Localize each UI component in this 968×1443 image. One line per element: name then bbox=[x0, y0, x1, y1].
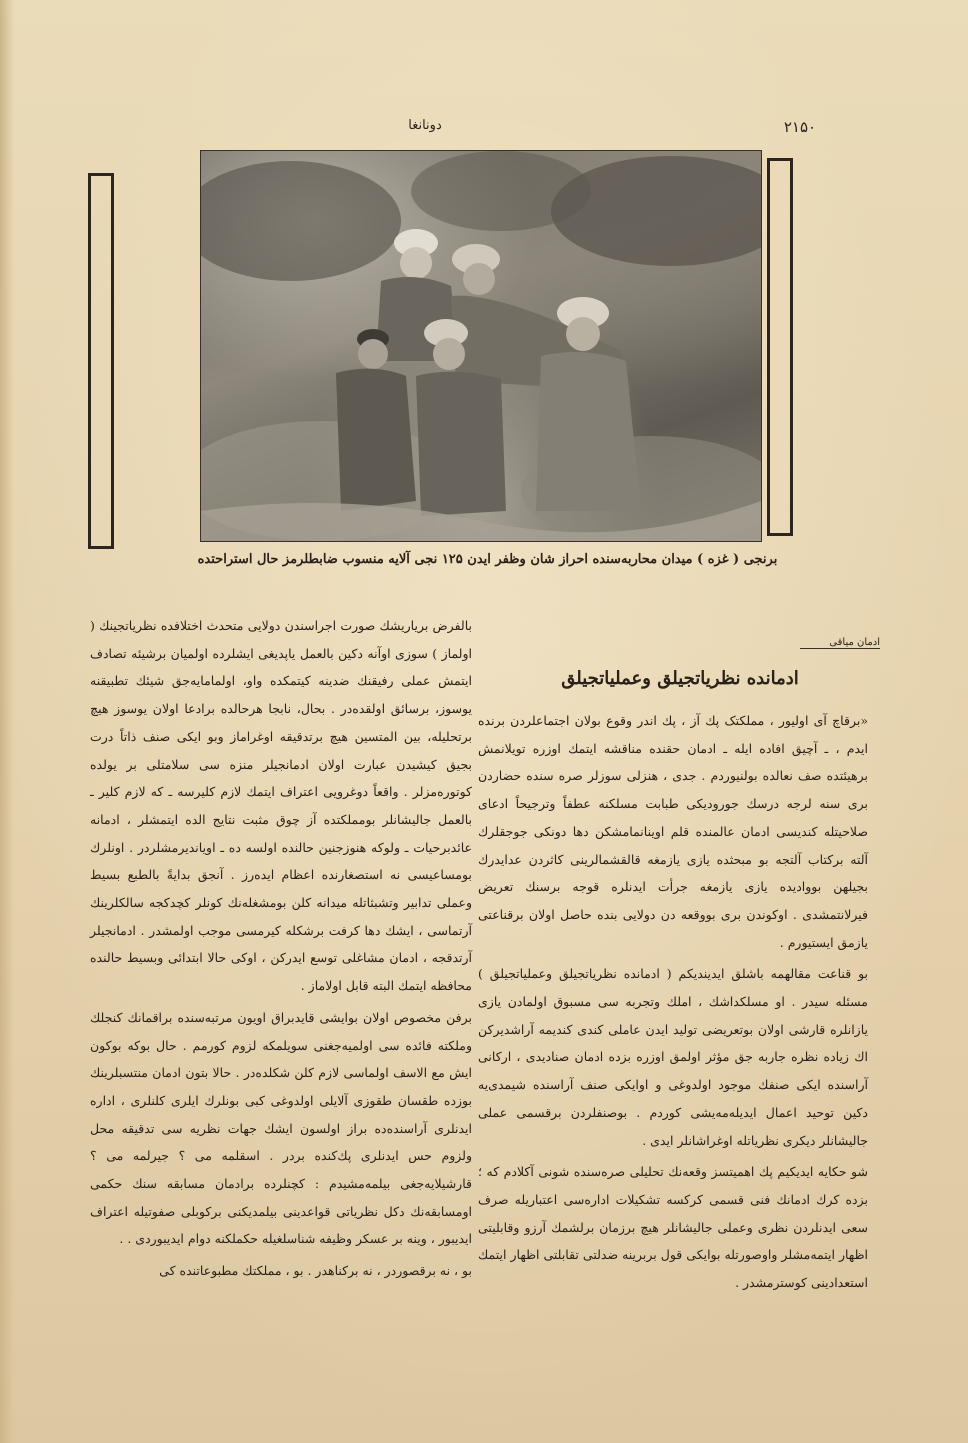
article-paragraph: برفن مخصوص اولان بوایشی قایدبراق اویون مرتبه‌سنده براقمانك کنجلك وملکته فائده سی اولمیه‌جغنی سویلمکه لزوم کورمم . حال بوکه بوکون ایش مع الاسف اولماسی لازم کلن شکلده‌در . حالا بتون ادمان منتسبلرینك بوزده طقسان طقوزی آلایلی اولدوغی کبی بونلرك ایلری کلنلری ، اداره ایدنلری آراسنده‌ده براز اولسون ایشك جهات نظریه سی تدقیقه محل ولزوم حس ایدنلری پك‌کنده بردر . اسقلمه می ؟ جیرلمه می ؟ قارشیلایه‌جغی بیلمه‌مشیدم : کچنلرده برادمان مسابقه سنك حکمی اومسابقه‌نك دکل نظریاتی قواعدینی بیلمدیکنی برکوبلی صفوتیله اعتراف ایدیبور ، وینه بر عسکر وظیفه شناسلغیله حکملکنه دوام ایدیبوردی . . bbox=[90, 1009, 472, 1247]
article-paragraph: «برقاچ آی اولیور ، مملکتک پك آز ، پك اندر وقوع بولان اجتماعلردن برنده ایدم ، ـ آچیق افاده ایله ـ ادمان حقنده مناقشه ایتمك اوزره تویلانمش برهیئتده صف نعالده بولنیوردم . جدی ، هنزلی سوزلر صره سنده حضاردن بری سنه لرجه درسك جورودیکی طبابت مسلکنه عطفاً وترجیحاً ادعای صلاحیتله کندیسی ادمان عالمنده قلم اوینانمامشکن دها دونکی جوجقلرك آلته برکتاب آلتجه بو مبحثده یازی یازمغه قالقشمالرینی کاثردن عدایدرك بجیلهن بوواديده یازی یازمغه جرأت ایدنلره قوجه برسنك تعریض فیرلانتمشدی . اوکوندن بری بووقعه دن دولایی بنده حاصل اولان برقناعتی یازمق ایستیورم . bbox=[478, 713, 868, 950]
photo-caption: برنجی ( غزه ) میدان محاربه‌سنده احراز شان وظفر ایدن ۱۲۵ نجی آلایه منسوب ضابطلرمز حال استراحتده bbox=[197, 552, 778, 567]
article-paragraph: بو ، نه برقصوردر ، نه برکناهدر . بو ، مملکتك مطبوعاتنده کی bbox=[159, 1263, 472, 1279]
article-paragraph: بالفرض بریاریشك صورت اجراسندن دولایی متحدث اختلافده نظریاتجینك ( اولماز ) سوزی اوآنه دکین بالعمل یاپدیغی ایشلرده اولمیان برشیئه تصادف ایتمش عملی رفیقنك ضدینه کیتمکده واو، اولمامایه‌جق شیئك تطبیقنه یوسوز، برسائق اولقده‌در . بحال، نابجا هرحالده برادعا اولان یوسوز هیچ برتحلیله، بین المتسین هیچ برتدقیقه اوغراماز وبو ایکی صنف ذاتاً درت بجیق کیشیدن عبارت اولان ادمانجیلر منزه سی سلامتلی بر یولده کوتوره‌مزلر . واقعاً دوغرویی اعتراف ایتمك لازم کلیرسه ـ که لازم کلیر ـ بالعمل جالیشانلر بومملکتده آز چوق مثبت نتایج الده ایتمشلر ، ادمانه عائدبرحیات ـ ولوکه هنوزجنین حالنده اولسه ده ـ اویاندیرمشلردر . اونلرك بومساعیسی نه استصغارنده اعظام ایده‌رز . آنجق بدایةً بالطبع بسیط وعملی تدابیر وتشبثاتله میدانه کلن بومشغله‌نك کونلر کچدکجه سالکلرینك آرتماسی ، ایشك دها کرفت برشکله کیرمسی موجب اولمشدر . ادمانجیلر آرتدقجه ، ادمان مشاغلی توسع ایدرکن ، اوکی حالا ابتدائی وبسیط حالنده محافظه ایتمك البته قابل اولاماز . bbox=[90, 618, 472, 994]
journal-name: دونانغا bbox=[408, 118, 442, 133]
page-number: ۲۱۵۰ bbox=[783, 118, 817, 136]
article-paragraph: شو حکایه ایدیکیم پك اهمیتسز وقعه‌نك تحلیلی صره‌سنده شونی آکلادم که ؛ بزده کرك ادمانك فنی قسمی کرکسه تشکیلات اداره‌سی اعتباریله صرف سعی ایدنلردن نظری وعملی جالیشانلر هیچ برزمان برلشمك آرزو وقابلیتی اظهار ایتمه‌مشلر واوصورتله بوایکی قول بربرینه ضدلتی تقابلتی اظهار ایتمك استعدادینی کوسترمشدر . bbox=[478, 1164, 868, 1291]
page-edge-shadow bbox=[0, 0, 14, 1443]
section-tag: ادمان میاقی bbox=[800, 637, 880, 649]
soldiers-photo-icon bbox=[201, 151, 761, 541]
officers-photograph bbox=[200, 150, 762, 542]
article-column-left bbox=[90, 612, 472, 1289]
article-paragraph: بو قناعت مقالهمه باشلق ایدیندیکم ( ادمانده نظریاتجیلق وعملیاتجیلق ) مسئله سیدر . او مسلکداشك ، املك وتجربه سی مسبوق اولمادن یازی یازانلره قارشی اولان بوتعریضی تولید ایدن عاملی کندی کندیمه آراشدیرکن اك زیاده نظره جاربه جق مؤثر اولمق اوزره بزده ادمان صنادیدی ، ارکانی آراسنده ایکی صنفك موجود اولدوغی و اوایکی صنف آراسنده شیمدی‌یه دکین توحید اعمال ایدیله‌مه‌یشی کوردم . بوصنفلردن برقسمی عملی جالیشانلر دیکری نظریاتله اوغراشانلر ایدی . bbox=[478, 966, 868, 1148]
article-title: ادمانده نظریاتجیلق وعملیاتجیلق bbox=[561, 668, 799, 689]
decorative-frame-right bbox=[767, 158, 793, 536]
article-column-right bbox=[478, 707, 868, 1301]
decorative-frame-left bbox=[88, 173, 114, 549]
